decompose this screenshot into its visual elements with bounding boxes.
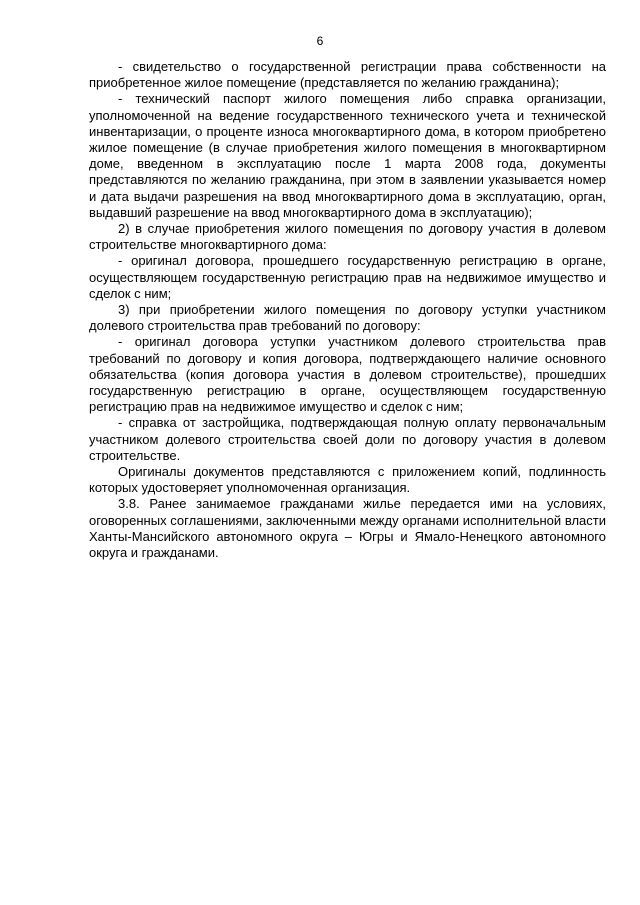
paragraph-section-3-8: 3.8. Ранее занимаемое гражданами жилье передается ими на условиях, оговоренных соглашениями, заключенными между органами исполнительной власти Ханты-Мансийского автономного округа – Югры и Ямало-Ненецкого автономного округа и гражданами. (89, 496, 606, 561)
paragraph-contract-original: - оригинал договора, прошедшего государственную регистрацию в органе, осуществляющем государственную регистрацию прав на недвижимое имущество и сделок с ним; (89, 253, 606, 301)
paragraph-certificate: - свидетельство о государственной регистрации права собственности на приобретенное жилое помещение (представляется по желанию гражданина); (89, 59, 606, 91)
document-body (89, 59, 606, 561)
paragraph-developer-certificate: - справка от застройщика, подтверждающая полную оплату первоначальным участником долевого строительства своей доли по договору участия в долевом строительстве. (89, 415, 606, 463)
paragraph-item-2: 2) в случае приобретения жилого помещения по договору участия в долевом строительстве многоквартирного дома: (89, 221, 606, 253)
paragraph-technical-passport: - технический паспорт жилого помещения либо справка организации, уполномоченной на ведение государственного технического учета и технической инвентаризации, о проценте износа многоквартирного дома, в котором приобретено жилое помещение (в случае приобретения жилого помещения в многоквартирном доме, введенном в эксплуатацию после 1 марта 2008 года, документы представляются по желанию гражданина, при этом в заявлении указывается номер и дата выдачи разрешения на ввод многоквартирного дома в эксплуатацию, орган, выдавший разрешение на ввод многоквартирного дома в эксплуатацию); (89, 91, 606, 220)
paragraph-assignment-contract: - оригинал договора уступки участником долевого строительства прав требований по договору и копия договора, подтверждающего наличие основного обязательства (копия договора участия в долевом строительстве), прошедших государственную регистрацию в органе, осуществляющем государственную регистрацию прав на недвижимое имущество и сделок с ним; (89, 334, 606, 415)
page-number: 6 (316, 34, 324, 48)
paragraph-originals: Оригиналы документов представляются с приложением копий, подлинность которых удостоверяет уполномоченная организация. (89, 464, 606, 496)
paragraph-item-3: 3) при приобретении жилого помещения по договору уступки участником долевого строительства прав требований по договору: (89, 302, 606, 334)
